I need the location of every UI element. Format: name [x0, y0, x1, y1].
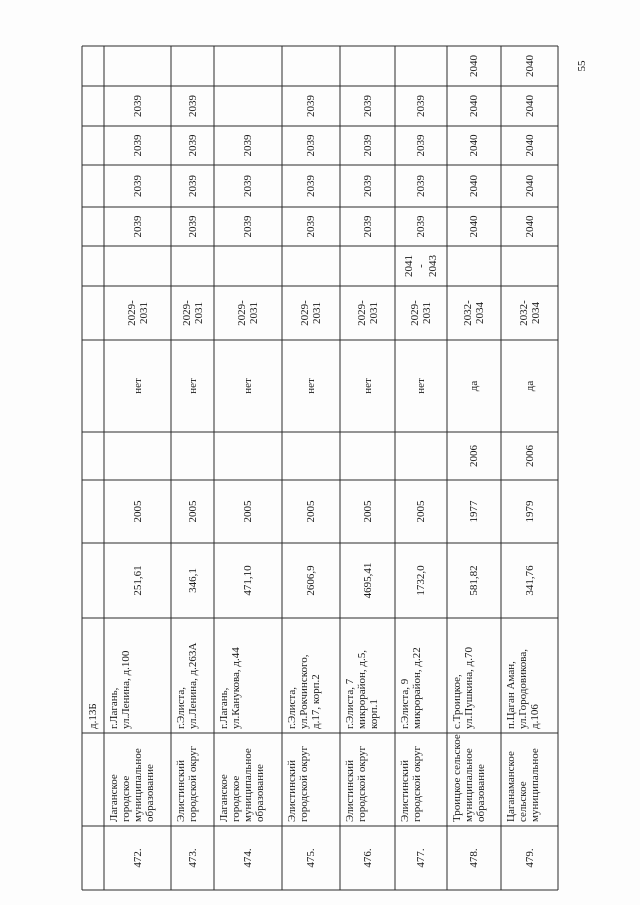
cell-area: 251,61: [131, 565, 144, 596]
cell-address: п.Цаган Аман, ул.Городовикова, д.106: [505, 649, 541, 729]
cell-c4: 2039: [415, 95, 427, 117]
cell-municipality: Элистинский городской округ: [286, 745, 310, 822]
cell-flag: да: [468, 380, 480, 392]
cell-flag: нет: [242, 378, 254, 394]
cell-c4: 2039: [361, 95, 374, 117]
cell-period: 2029- 2031: [355, 300, 380, 326]
cell-num: 474.: [242, 848, 254, 868]
cell-period: 2032- 2034: [517, 300, 542, 326]
cell-c1: 2040: [468, 215, 480, 238]
cell-period: 2029- 2031: [409, 300, 433, 326]
cell-address: г.Элиста, ул.Ленина, д.263А: [175, 642, 199, 729]
cell-year-overhaul: 2006: [523, 445, 536, 467]
cell-c2: 2040: [468, 175, 480, 197]
cell-c3: 2039: [305, 134, 317, 157]
page-number: 55: [576, 60, 588, 72]
cell-num: 476.: [361, 848, 374, 868]
cell-municipality: Лаганское городское муниципальное образование: [218, 748, 266, 822]
cell-year-built: 2005: [415, 500, 427, 523]
cell-num: 472.: [131, 848, 144, 868]
cell-num: 475.: [305, 848, 317, 868]
cell-c1: 2039: [186, 215, 199, 238]
cell-c1: 2039: [131, 215, 144, 238]
cell-area: 2606,9: [305, 565, 317, 596]
cell-period: 2029- 2031: [299, 300, 323, 326]
cell-address: г.Лагань, ул.Ленина, д.100: [108, 650, 132, 729]
cell-c2: 2039: [361, 175, 374, 197]
cell-num: 479.: [523, 848, 536, 868]
cell-extra: 2041 - 2043: [403, 255, 439, 277]
cell-num: 473.: [186, 848, 199, 868]
cell-address: г.Элиста, 7 микрорайон, д.5, корп.1: [344, 650, 380, 729]
cell-area: 346,1: [186, 568, 199, 593]
cell-num: 478.: [468, 848, 480, 868]
cell-flag: нет: [361, 378, 374, 394]
cell-c2: 2039: [305, 175, 317, 197]
cell-num: 477.: [415, 848, 427, 868]
cell-year-built: 1979: [523, 500, 536, 523]
cell-c3: 2039: [361, 134, 374, 157]
cell-c1: 2039: [242, 215, 254, 238]
cell-c4: 2039: [186, 95, 199, 117]
cell-flag: нет: [131, 378, 144, 394]
cell-year-built: 1977: [468, 500, 480, 523]
cell-flag: нет: [415, 378, 427, 394]
cell-municipality: Элистинский городской округ: [399, 745, 423, 822]
cell-c3: 2040: [523, 134, 536, 157]
cell-area: 4695,41: [361, 562, 374, 599]
cell-c2: 2039: [131, 175, 144, 197]
cell-address: г.Элиста, 9 микрорайон, д.22: [399, 647, 423, 729]
cell-c3: 2040: [468, 134, 480, 157]
cell-c5: 2040: [468, 55, 480, 77]
cell-address: г.Элиста, ул.Рокчинского, д.17, корп.2: [286, 654, 322, 729]
cell-period: 2029- 2031: [125, 300, 150, 326]
cell-flag: нет: [305, 378, 317, 394]
cell-municipality: Элистинский городской округ: [175, 745, 199, 822]
cell-c1: 2040: [523, 215, 536, 238]
cell-year-overhaul: 2006: [468, 445, 480, 467]
cell-c4: 2040: [468, 95, 480, 117]
cell-year-built: 2005: [186, 500, 199, 523]
cell-municipality: Троицкое сельское муниципальное образование: [451, 734, 487, 822]
cell-year-built: 2005: [361, 500, 374, 523]
cell-c1: 2039: [361, 215, 374, 238]
cell-c1: 2039: [415, 215, 427, 238]
cell-c4: 2039: [305, 95, 317, 117]
cell-c3: 2039: [186, 134, 199, 157]
cell-flag: да: [523, 380, 536, 392]
cell-c3: 2039: [242, 134, 254, 157]
cell-c2: 2039: [242, 175, 254, 197]
cell-area: 1732,0: [415, 565, 427, 596]
cell-year-built: 2005: [305, 500, 317, 523]
cell-address: г.Лагань, ул.Канукова, д.44: [218, 647, 242, 729]
cell-c2: 2039: [415, 175, 427, 197]
cell-c1: 2039: [305, 215, 317, 238]
cell-period: 2029- 2031: [180, 300, 205, 326]
cell-c2: 2039: [186, 175, 199, 197]
cell-year-built: 2005: [131, 500, 144, 523]
cell-c3: 2039: [415, 134, 427, 157]
cell-c4: 2040: [523, 95, 536, 117]
cell-area: 471,10: [242, 565, 254, 596]
cell-municipality: Элистинский городской округ: [344, 745, 368, 822]
cell-c4: 2039: [131, 95, 144, 117]
cell-flag: нет: [186, 378, 199, 394]
cell-year-built: 2005: [242, 500, 254, 523]
cell-area: 341,76: [523, 565, 536, 596]
cell-municipality: Цаганаманское сельское муниципальное: [505, 748, 541, 822]
cell-period: 2029- 2031: [236, 300, 260, 326]
header-fragment: д.13Б: [87, 703, 99, 729]
cell-municipality: Лаганское городское муниципальное образование: [108, 748, 156, 822]
cell-c3: 2039: [131, 134, 144, 157]
cell-period: 2032- 2034: [462, 300, 486, 326]
cell-address: с.Троицкое, ул.Пушкина, д.70: [451, 646, 475, 729]
cell-c2: 2040: [523, 175, 536, 197]
cell-area: 581,82: [468, 565, 480, 596]
cell-c5: 2040: [523, 55, 536, 77]
